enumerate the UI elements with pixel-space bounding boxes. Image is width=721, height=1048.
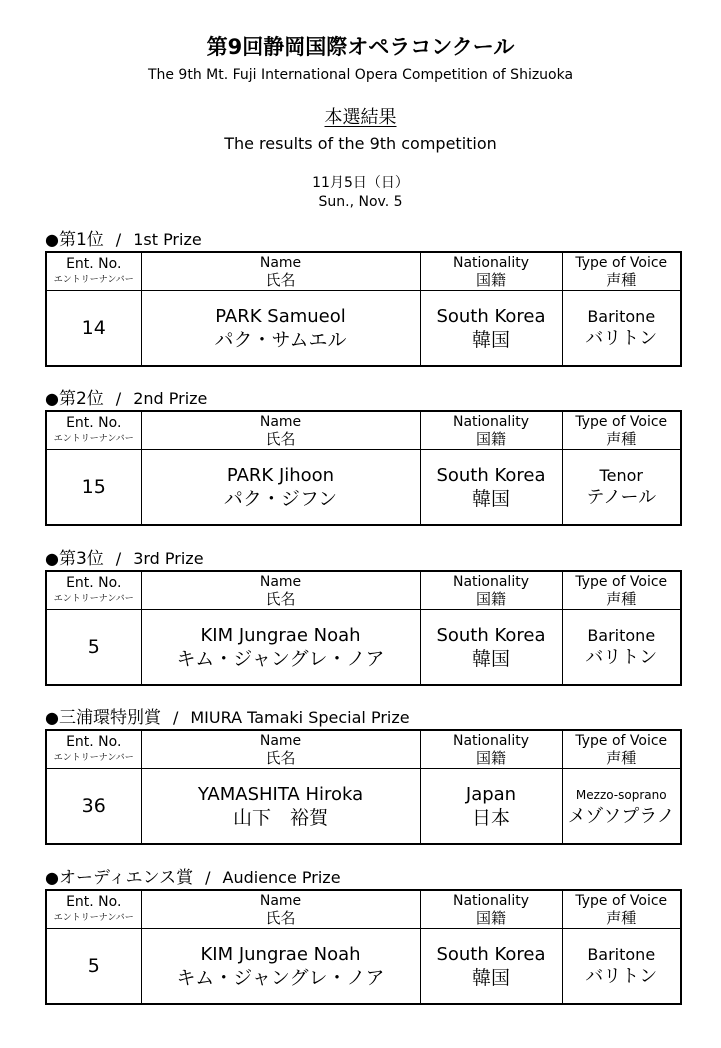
- result-table: [45, 410, 682, 526]
- voice-jp: バリトン: [585, 328, 658, 349]
- nationality: [420, 610, 562, 686]
- bullet-icon: ●: [45, 549, 59, 568]
- name-jp: 山下 裕賀: [232, 806, 328, 829]
- prize-heading: [45, 229, 680, 251]
- date-japanese: 11月5日（日）: [312, 175, 409, 191]
- header-entno-en: Ent. No.: [66, 894, 122, 910]
- entry-number: 5: [46, 610, 141, 686]
- prize-title-jp: 第2位: [58, 389, 104, 409]
- contestant-name: [141, 291, 420, 367]
- header-name-en: Name: [259, 254, 302, 271]
- header-entno-en: Ent. No.: [66, 256, 122, 272]
- header-nationality: [420, 730, 562, 769]
- header-voice-jp: 声種: [606, 429, 637, 448]
- result-table: [45, 570, 682, 686]
- nationality: [420, 929, 562, 1005]
- prize-heading: [45, 707, 680, 729]
- header-name-jp: 氏名: [265, 429, 296, 448]
- contestant-name: [141, 929, 420, 1005]
- table-row: [46, 769, 681, 845]
- table-row: [46, 929, 681, 1005]
- header-nationality-en: Nationality: [452, 573, 529, 590]
- entry-number: 14: [46, 291, 141, 367]
- header-name: [141, 571, 420, 610]
- name-en: YAMASHITA Hiroka: [197, 783, 364, 805]
- prize-title-en: MIURA Tamaki Special Prize: [190, 708, 410, 727]
- nationality-en: South Korea: [436, 943, 546, 965]
- prize-section-3rd: [45, 548, 680, 670]
- header-voice-jp: 声種: [606, 589, 637, 608]
- header-name: [141, 252, 420, 291]
- header-name-en: Name: [259, 413, 302, 430]
- nationality-en: Japan: [465, 783, 517, 805]
- title-english: The 9th Mt. Fuji International Opera Competition of Shizuoka: [147, 67, 574, 83]
- prize-title-jp: 第1位: [58, 230, 104, 250]
- header-entry-number: [46, 252, 141, 291]
- prize-title-en: 3rd Prize: [133, 549, 204, 568]
- header-entry-number: [46, 411, 141, 450]
- title-japanese: 第9回静岡国際オペラコンクール: [206, 35, 515, 59]
- table-header-row: [46, 252, 681, 291]
- header-entry-number: [46, 730, 141, 769]
- header-name: [141, 730, 420, 769]
- prize-heading: [45, 388, 680, 410]
- name-jp: キム・ジャングレ・ノア: [176, 966, 385, 989]
- header-nationality-jp: 国籍: [475, 270, 506, 289]
- voice-jp: バリトン: [585, 966, 658, 987]
- header-voice-jp: 声種: [606, 270, 637, 289]
- header-nationality-en: Nationality: [452, 892, 529, 909]
- header-nationality-jp: 国籍: [475, 748, 506, 767]
- nationality: [420, 769, 562, 845]
- result-table: [45, 729, 682, 845]
- prize-title-en: 1st Prize: [133, 230, 202, 249]
- name-en: PARK Samueol: [215, 305, 346, 327]
- results-heading-japanese: [0, 106, 721, 130]
- prize-separator: /: [115, 549, 122, 568]
- nationality-jp: 韓国: [471, 328, 510, 351]
- header-name-jp: 氏名: [265, 908, 296, 927]
- header-entno-jp: エントリーナンバー: [53, 594, 134, 604]
- header-name: [141, 411, 420, 450]
- header-name-jp: 氏名: [265, 270, 296, 289]
- nationality-en: South Korea: [436, 624, 546, 646]
- voice-type: [562, 769, 681, 845]
- prize-section-2nd: [45, 388, 680, 510]
- voice-type: [562, 450, 681, 526]
- entry-number: 15: [46, 450, 141, 526]
- bullet-icon: ●: [45, 389, 59, 408]
- table-row: [46, 291, 681, 367]
- voice-en: Baritone: [587, 626, 656, 645]
- header-name-jp: 氏名: [265, 748, 296, 767]
- nationality-en: South Korea: [436, 464, 546, 486]
- table-header-row: [46, 411, 681, 450]
- table-header-row: [46, 890, 681, 929]
- header-entno-jp: エントリーナンバー: [53, 434, 134, 444]
- name-jp: キム・ジャングレ・ノア: [176, 647, 385, 670]
- header-entry-number: [46, 571, 141, 610]
- prize-separator: /: [205, 868, 211, 887]
- name-jp: パク・サムエル: [214, 328, 347, 351]
- header-name-en: Name: [259, 892, 302, 909]
- header-entno-en: Ent. No.: [66, 415, 122, 431]
- header-entno-jp: エントリーナンバー: [53, 913, 134, 923]
- header-nationality-en: Nationality: [452, 413, 529, 430]
- voice-en: Baritone: [587, 945, 656, 964]
- header-voice: [562, 730, 681, 769]
- table-row: [46, 610, 681, 686]
- prize-section-audience: [45, 867, 680, 989]
- contestant-name: [141, 450, 420, 526]
- voice-type: [562, 929, 681, 1005]
- header-nationality-jp: 国籍: [475, 589, 506, 608]
- voice-type: [562, 291, 681, 367]
- prize-separator: /: [115, 230, 122, 249]
- header-voice: [562, 571, 681, 610]
- nationality-jp: 韓国: [471, 487, 510, 510]
- prize-title-jp: 第3位: [58, 549, 104, 569]
- name-jp: パク・ジフン: [223, 487, 338, 510]
- header-entno-jp: エントリーナンバー: [53, 753, 134, 763]
- header-entno-en: Ent. No.: [66, 734, 122, 750]
- header-name-en: Name: [259, 573, 302, 590]
- header-voice-en: Type of Voice: [575, 413, 668, 430]
- prize-title-jp: オーディエンス賞: [58, 868, 194, 888]
- bullet-icon: ●: [45, 708, 59, 727]
- bullet-icon: ●: [45, 230, 59, 249]
- voice-type: [562, 610, 681, 686]
- header-voice-en: Type of Voice: [575, 892, 668, 909]
- prize-heading: [45, 548, 680, 570]
- table-row: [46, 450, 681, 526]
- header-nationality: [420, 571, 562, 610]
- header-nationality-en: Nationality: [452, 254, 529, 271]
- prize-title-jp: 三浦環特別賞: [58, 708, 161, 728]
- voice-en: Mezzo-soprano: [575, 788, 667, 802]
- name-en: KIM Jungrae Noah: [200, 943, 361, 965]
- result-table: [45, 251, 682, 367]
- header-nationality-jp: 国籍: [475, 908, 506, 927]
- header-nationality-jp: 国籍: [475, 429, 506, 448]
- nationality-jp: 日本: [471, 806, 510, 829]
- prize-title-en: 2nd Prize: [133, 389, 208, 408]
- nationality-jp: 韓国: [471, 647, 510, 670]
- header-entry-number: [46, 890, 141, 929]
- header-nationality: [420, 411, 562, 450]
- header-voice-en: Type of Voice: [575, 732, 668, 749]
- prize-separator: /: [172, 708, 179, 727]
- prize-heading: [45, 867, 680, 889]
- entry-number: 36: [46, 769, 141, 845]
- nationality-jp: 韓国: [471, 966, 510, 989]
- voice-jp: テノール: [586, 487, 657, 508]
- name-en: PARK Jihoon: [226, 464, 335, 486]
- header-nationality: [420, 890, 562, 929]
- header-nationality: [420, 252, 562, 291]
- header-entno-en: Ent. No.: [66, 575, 122, 591]
- header-voice-jp: 声種: [606, 908, 637, 927]
- header-voice: [562, 252, 681, 291]
- table-header-row: [46, 730, 681, 769]
- voice-jp: メゾソプラノ: [567, 806, 675, 827]
- header-name-en: Name: [259, 732, 302, 749]
- nationality-en: South Korea: [436, 305, 546, 327]
- entry-number: 5: [46, 929, 141, 1005]
- bullet-icon: ●: [45, 868, 59, 887]
- header-nationality-en: Nationality: [452, 732, 529, 749]
- prize-separator: /: [115, 389, 122, 408]
- prize-section-1st: [45, 229, 680, 351]
- results-heading-japanese-text: 本選結果: [324, 107, 397, 128]
- voice-en: Baritone: [587, 307, 656, 326]
- header-voice: [562, 411, 681, 450]
- date-english: Sun., Nov. 5: [318, 194, 403, 210]
- header-name-jp: 氏名: [265, 589, 296, 608]
- header-voice-en: Type of Voice: [575, 254, 668, 271]
- nationality: [420, 291, 562, 367]
- name-en: KIM Jungrae Noah: [200, 624, 361, 646]
- voice-jp: バリトン: [585, 647, 658, 668]
- header-entno-jp: エントリーナンバー: [53, 275, 134, 285]
- nationality: [420, 450, 562, 526]
- table-header-row: [46, 571, 681, 610]
- results-heading-english: The results of the 9th competition: [224, 134, 497, 153]
- prize-title-en: Audience Prize: [222, 868, 341, 887]
- header-voice: [562, 890, 681, 929]
- contestant-name: [141, 769, 420, 845]
- prize-section-miura-special: [45, 707, 680, 829]
- voice-en: Tenor: [599, 466, 643, 485]
- header-name: [141, 890, 420, 929]
- header-voice-jp: 声種: [606, 748, 637, 767]
- contestant-name: [141, 610, 420, 686]
- header-voice-en: Type of Voice: [575, 573, 668, 590]
- result-table: [45, 889, 682, 1005]
